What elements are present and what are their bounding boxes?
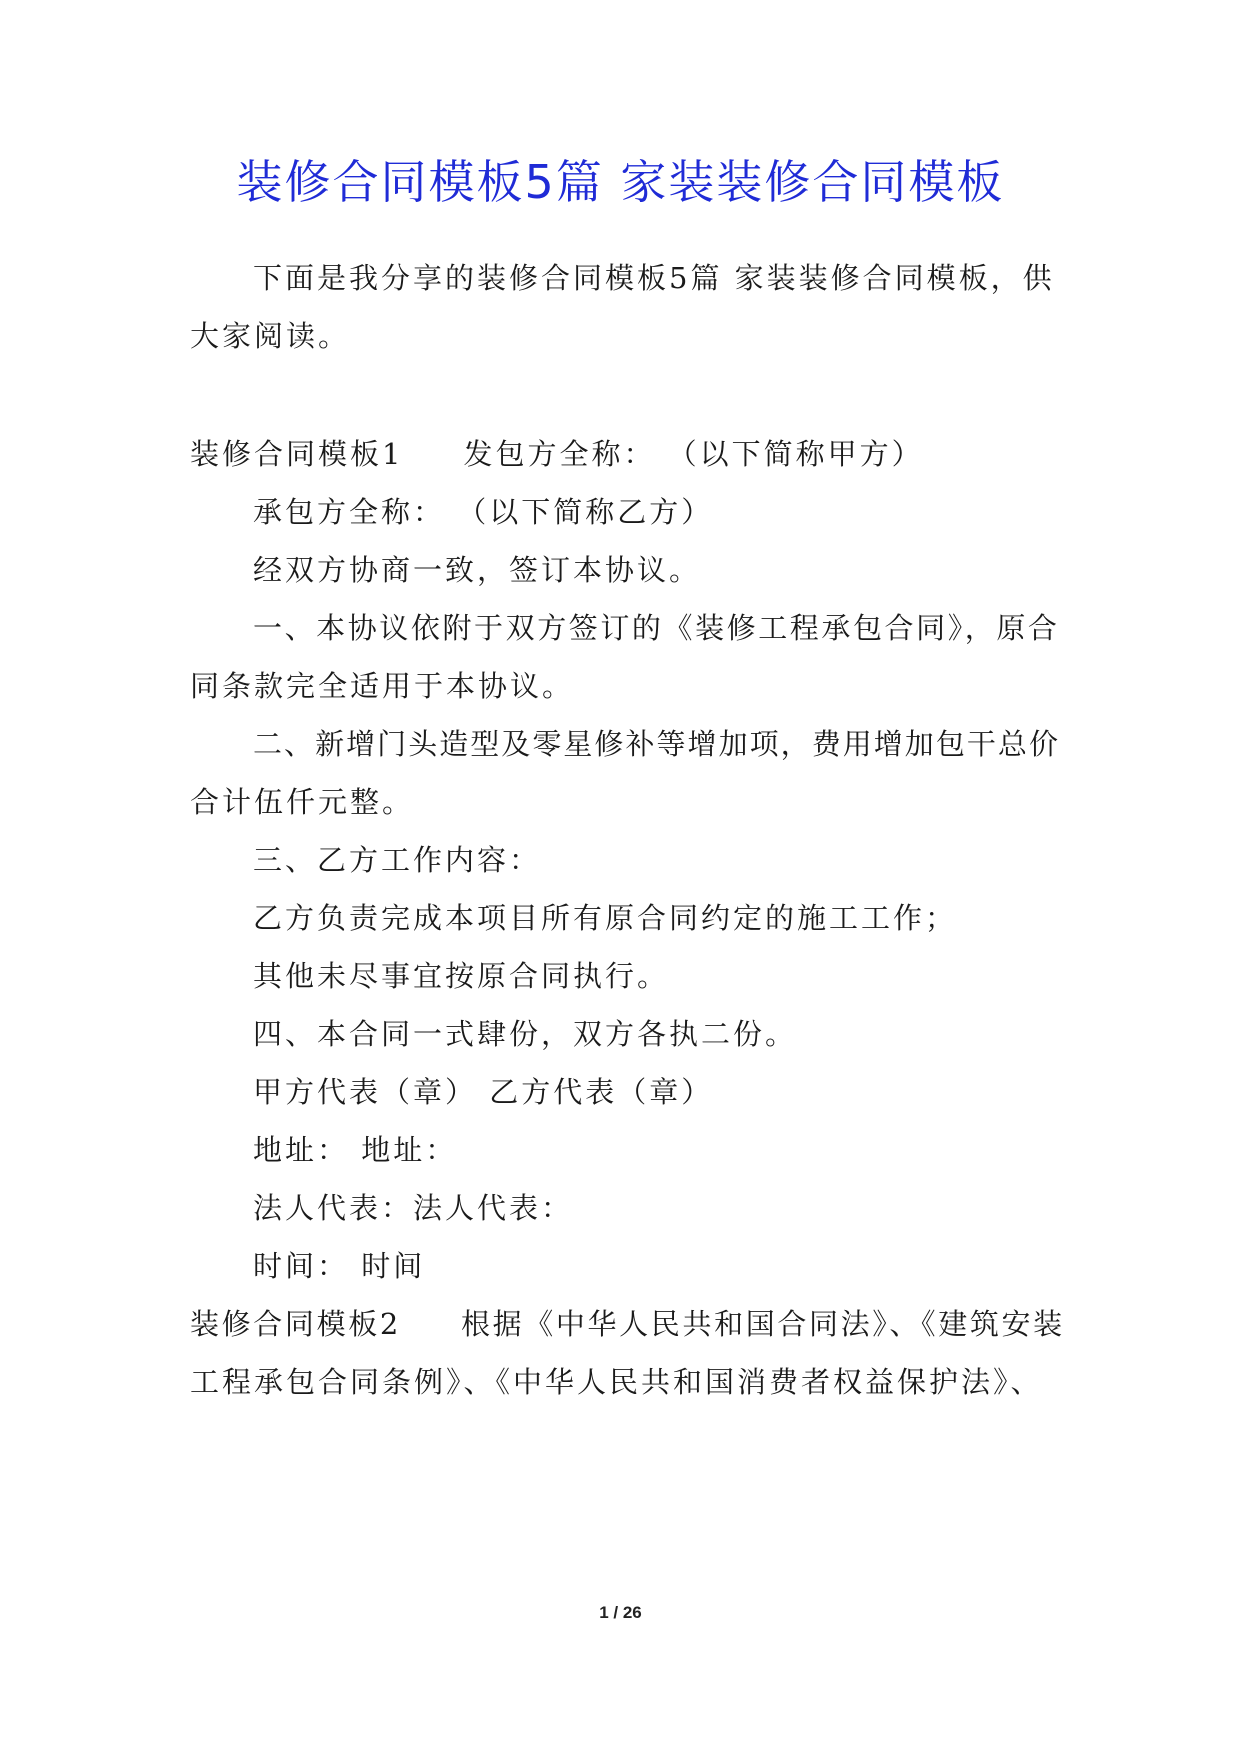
- section-1-item-1-line-1: 一、本协议依附于双方签订的《装修工程承包合同》，原合: [253, 611, 1060, 645]
- section-2-line-2: 工程承包合同条例》、《中华人民共和国消费者权益保护法》、: [190, 1365, 1043, 1399]
- section-1-item-4: 四、本合同一式肆份，双方各执二份。: [253, 1017, 798, 1051]
- document-title: 装修合同模板5篇 家装装修合同模板: [236, 155, 1005, 209]
- section-1-party-a: 发包方全称： （以下简称甲方）: [463, 437, 924, 471]
- section-1-heading-row: [190, 422, 924, 486]
- section-1-item-3-b: 其他未尽事宜按原合同执行。: [253, 959, 670, 993]
- intro-line-1: 下面是我分享的装修合同模板5篇 家装装修合同模板，供: [253, 261, 1055, 295]
- section-1-item-3: 三、乙方工作内容：: [253, 843, 542, 877]
- section-2-heading-row: [190, 1292, 1065, 1356]
- section-1-sign-representatives: 甲方代表（章） 乙方代表（章）: [253, 1075, 714, 1109]
- section-1-agreement: 经双方协商一致，签订本协议。: [253, 553, 702, 587]
- section-2-line-1: 根据《中华人民共和国合同法》、《建筑安装: [460, 1307, 1065, 1341]
- section-1-party-b: 承包方全称： （以下简称乙方）: [253, 495, 714, 529]
- section-1-heading: 装修合同模板1: [190, 437, 404, 471]
- section-1-item-2-line-1: 二、新增门头造型及零星修补等增加项，费用增加包干总价: [253, 727, 1061, 761]
- page-number: 1 / 26: [599, 1603, 642, 1622]
- section-1-sign-time: 时间： 时间: [253, 1249, 426, 1283]
- section-1-item-2-line-2: 合计伍仟元整。: [190, 785, 415, 819]
- section-1-sign-legal: 法人代表：法人代表：: [253, 1191, 574, 1225]
- section-1-sign-address: 地址： 地址：: [253, 1133, 458, 1167]
- intro-line-2: 大家阅读。: [190, 319, 351, 353]
- section-2-heading: 装修合同模板2: [190, 1307, 401, 1341]
- section-1-item-3-a: 乙方负责完成本项目所有原合同约定的施工工作；: [253, 901, 958, 935]
- section-1-item-1-line-2: 同条款完全适用于本协议。: [190, 669, 575, 703]
